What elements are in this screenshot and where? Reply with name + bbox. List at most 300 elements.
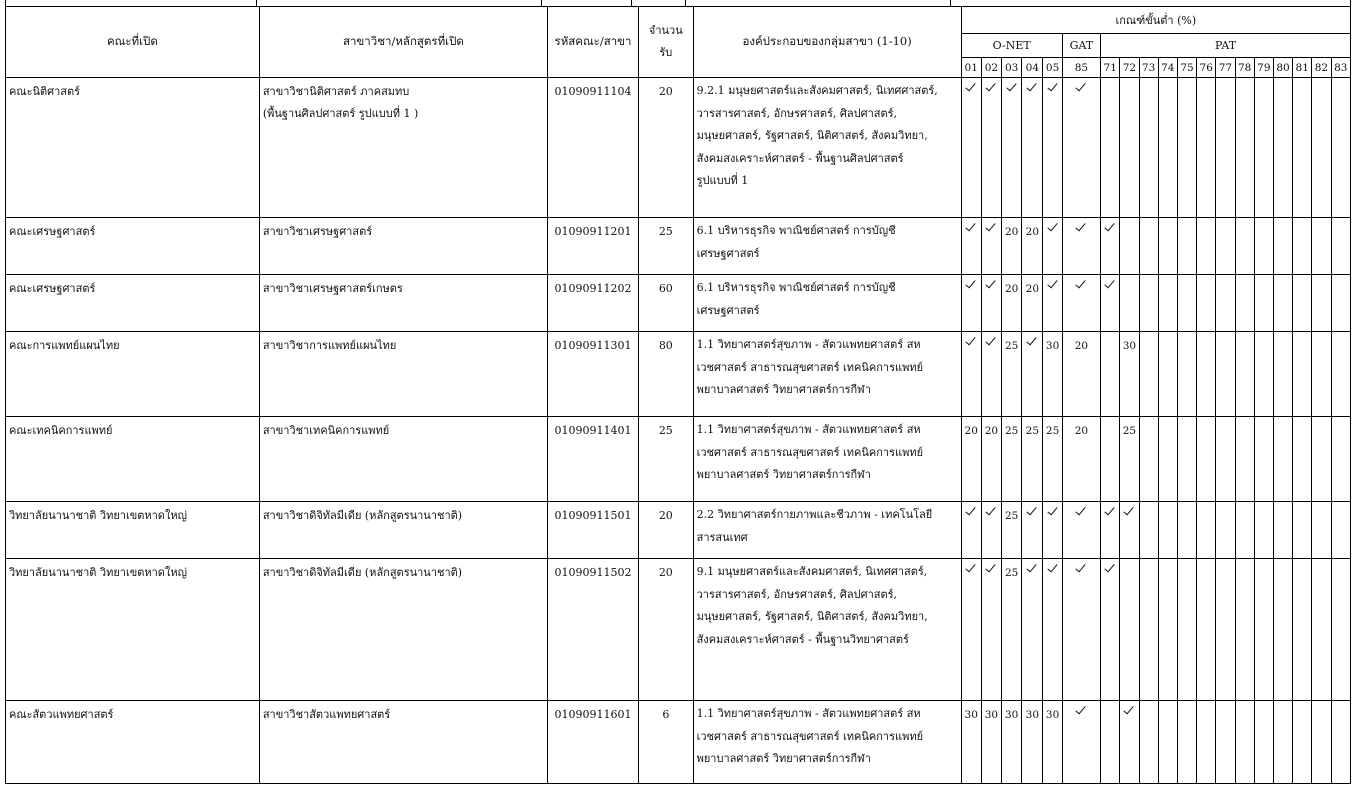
criteria-empty-cell	[1254, 417, 1273, 502]
criteria-check-cell	[1101, 275, 1120, 332]
criteria-empty-cell	[1254, 701, 1273, 784]
criteria-empty-cell	[1139, 332, 1158, 417]
major-cell	[259, 502, 547, 559]
table-row	[6, 275, 1351, 332]
criteria-empty-cell	[1197, 701, 1216, 784]
criteria-check-cell	[961, 78, 981, 218]
code-cell: 01090911401	[548, 417, 639, 502]
header-major: สาขาวิชา/หลักสูตรที่เปิด	[259, 7, 547, 78]
criteria-check-cell	[1101, 218, 1120, 275]
composition-line: สังคมสงเคราะห์ศาสตร์ - พื้นฐานศิลปศาสตร์	[696, 151, 904, 165]
composition-line: 1.1 วิทยาศาสตร์สุขภาพ - สัตวแพทยศาสตร์ สห	[696, 423, 921, 436]
composition-line: สารสนเทศ	[696, 530, 748, 544]
checkmark-icon	[966, 221, 976, 231]
criteria-check-cell	[981, 502, 1001, 559]
criteria-value-cell: 20	[961, 417, 981, 502]
major-cell	[259, 218, 547, 275]
composition-line: 1.1 วิทยาศาสตร์สุขภาพ - สัตวแพทยศาสตร์ สห	[696, 707, 921, 720]
criteria-empty-cell	[1197, 559, 1216, 701]
checkmark-icon	[966, 335, 976, 345]
subcolumn-header: 05	[1043, 58, 1062, 78]
criteria-check-cell	[1062, 559, 1100, 701]
header-composition: องค์ประกอบของกลุ่มสาขา (1-10)	[693, 7, 961, 78]
criteria-value-cell: 20	[1002, 218, 1022, 275]
criteria-value-cell: 30	[1022, 701, 1043, 784]
subcolumn-header: 83	[1331, 58, 1350, 78]
criteria-empty-cell	[1293, 559, 1312, 701]
faculty-cell: คณะสัตวแพทยศาสตร์	[6, 701, 260, 784]
criteria-empty-cell	[1216, 701, 1235, 784]
criteria-empty-cell	[1273, 78, 1292, 218]
header-criteria: เกณฑ์ขั้นต่ำ (%)	[961, 7, 1350, 34]
composition-cell	[693, 218, 961, 275]
criteria-empty-cell	[1273, 701, 1292, 784]
composition-cell	[693, 275, 961, 332]
composition-line: 9.1 มนุษยศาสตร์และสังคมศาสตร์, นิเทศศาสตร์,	[696, 565, 928, 578]
table-row	[6, 78, 1351, 218]
criteria-value-cell: 25	[1002, 332, 1022, 417]
criteria-empty-cell	[1120, 218, 1139, 275]
checkmark-icon	[1124, 505, 1134, 515]
table-row	[6, 218, 1351, 275]
checkmark-icon	[966, 81, 976, 91]
criteria-empty-cell	[1177, 332, 1196, 417]
table-row	[6, 559, 1351, 701]
header-gat: GAT	[1062, 34, 1100, 58]
criteria-empty-cell	[1273, 417, 1292, 502]
composition-line: มนุษยศาสตร์, รัฐศาสตร์, นิติศาสตร์, สังคมวิทยา,	[696, 610, 928, 624]
composition-line: วารสารศาสตร์, อักษรศาสตร์, ศิลปศาสตร์,	[696, 587, 898, 601]
criteria-check-cell	[1043, 559, 1062, 701]
composition-cell	[693, 701, 961, 784]
criteria-check-cell	[961, 502, 981, 559]
criteria-empty-cell	[1254, 559, 1273, 701]
seats-cell: 60	[639, 275, 694, 332]
criteria-check-cell	[1043, 502, 1062, 559]
criteria-empty-cell	[1177, 701, 1196, 784]
checkmark-icon	[986, 335, 996, 345]
criteria-value-cell: 30	[1002, 701, 1022, 784]
criteria-check-cell	[1062, 78, 1100, 218]
criteria-empty-cell	[1331, 417, 1350, 502]
criteria-empty-cell	[1331, 701, 1350, 784]
major-cell	[259, 332, 547, 417]
seats-cell: 20	[639, 502, 694, 559]
composition-line: เวชศาสตร์ สาธารณสุขศาสตร์ เทคนิคการแพทย์	[696, 360, 924, 374]
major-line: สาขาวิชาดิจิทัลมีเดีย (หลักสูตรนานาชาติ)	[262, 566, 463, 579]
criteria-check-cell	[981, 559, 1001, 701]
code-cell: 01090911301	[548, 332, 639, 417]
checkmark-icon	[1124, 704, 1134, 714]
criteria-check-cell	[1022, 502, 1043, 559]
faculty-cell: คณะเศรษฐศาสตร์	[6, 218, 260, 275]
criteria-empty-cell	[1177, 78, 1196, 218]
criteria-empty-cell	[1312, 417, 1331, 502]
criteria-empty-cell	[1139, 275, 1158, 332]
checkmark-icon	[1076, 81, 1086, 91]
criteria-check-cell	[1043, 275, 1062, 332]
checkmark-icon	[1076, 505, 1086, 515]
criteria-empty-cell	[1101, 417, 1120, 502]
table-row	[6, 332, 1351, 417]
criteria-empty-cell	[1235, 701, 1254, 784]
composition-cell	[693, 332, 961, 417]
criteria-check-cell	[981, 275, 1001, 332]
criteria-check-cell	[961, 332, 981, 417]
subcolumn-header: 85	[1062, 58, 1100, 78]
major-cell	[259, 417, 547, 502]
composition-cell	[693, 559, 961, 701]
checkmark-icon	[1076, 704, 1086, 714]
subcolumn-header: 74	[1158, 58, 1177, 78]
subcolumn-header: 73	[1139, 58, 1158, 78]
criteria-check-cell	[1120, 502, 1139, 559]
criteria-value-cell: 30	[981, 701, 1001, 784]
faculty-cell: คณะเทคนิคการแพทย์	[6, 417, 260, 502]
criteria-empty-cell	[1273, 559, 1292, 701]
criteria-value-cell: 20	[1062, 417, 1100, 502]
checkmark-icon	[1007, 81, 1017, 91]
criteria-check-cell	[1101, 559, 1120, 701]
seats-cell: 25	[639, 218, 694, 275]
subcolumn-header: 80	[1273, 58, 1292, 78]
composition-line: 1.1 วิทยาศาสตร์สุขภาพ - สัตวแพทยศาสตร์ สห	[696, 338, 921, 351]
composition-line: เวชศาสตร์ สาธารณสุขศาสตร์ เทคนิคการแพทย์	[696, 445, 924, 459]
major-line: สาขาวิชาสัตวแพทยศาสตร์	[262, 708, 391, 721]
composition-line: สังคมสงเคราะห์ศาสตร์ - พื้นฐานวิทยาศาสตร์	[696, 632, 909, 646]
criteria-check-cell	[1002, 78, 1022, 218]
criteria-check-cell	[981, 218, 1001, 275]
criteria-empty-cell	[1273, 332, 1292, 417]
criteria-value-cell: 20	[981, 417, 1001, 502]
composition-line: เศรษฐศาสตร์	[696, 246, 760, 260]
checkmark-icon	[1027, 81, 1037, 91]
criteria-empty-cell	[1254, 275, 1273, 332]
composition-line: รูปแบบที่ 1	[696, 174, 749, 188]
criteria-empty-cell	[1158, 502, 1177, 559]
composition-line: พยาบาลศาสตร์ วิทยาศาสตร์การกีฬา	[696, 752, 871, 766]
criteria-check-cell	[1101, 502, 1120, 559]
criteria-empty-cell	[1254, 502, 1273, 559]
criteria-empty-cell	[1331, 275, 1350, 332]
seats-cell: 25	[639, 417, 694, 502]
checkmark-icon	[986, 505, 996, 515]
criteria-check-cell	[1043, 218, 1062, 275]
criteria-empty-cell	[1158, 275, 1177, 332]
criteria-empty-cell	[1312, 332, 1331, 417]
header-pat: PAT	[1101, 34, 1351, 58]
seats-cell: 6	[639, 701, 694, 784]
criteria-empty-cell	[1293, 275, 1312, 332]
checkmark-icon	[1048, 278, 1058, 288]
table-body	[6, 78, 1351, 784]
criteria-empty-cell	[1197, 275, 1216, 332]
faculty-cell: คณะนิติศาสตร์	[6, 78, 260, 218]
checkmark-icon	[1076, 278, 1086, 288]
criteria-value-cell: 30	[1120, 332, 1139, 417]
criteria-empty-cell	[1216, 275, 1235, 332]
criteria-value-cell: 20	[1022, 275, 1043, 332]
criteria-empty-cell	[1235, 218, 1254, 275]
criteria-empty-cell	[1197, 78, 1216, 218]
checkmark-icon	[986, 562, 996, 572]
header-faculty: คณะที่เปิด	[6, 7, 260, 78]
major-cell	[259, 701, 547, 784]
criteria-value-cell: 25	[1043, 417, 1062, 502]
criteria-empty-cell	[1273, 218, 1292, 275]
criteria-check-cell	[1022, 78, 1043, 218]
checkmark-icon	[966, 505, 976, 515]
composition-cell	[693, 417, 961, 502]
criteria-empty-cell	[1331, 218, 1350, 275]
major-cell	[259, 78, 547, 218]
composition-line: 6.1 บริหารธุรกิจ พาณิชย์ศาสตร์ การบัญชี	[696, 224, 896, 237]
composition-line: วารสารศาสตร์, อักษรศาสตร์, ศิลปศาสตร์,	[696, 106, 898, 120]
criteria-empty-cell	[1293, 332, 1312, 417]
checkmark-icon	[1027, 562, 1037, 572]
subcolumn-header: 82	[1312, 58, 1331, 78]
table-header	[6, 7, 1351, 78]
criteria-empty-cell	[1158, 417, 1177, 502]
criteria-check-cell	[981, 78, 1001, 218]
criteria-empty-cell	[1197, 417, 1216, 502]
criteria-empty-cell	[1139, 701, 1158, 784]
criteria-empty-cell	[1158, 559, 1177, 701]
faculty-cell: วิทยาลัยนานาชาติ วิทยาเขตหาดใหญ่	[6, 502, 260, 559]
criteria-value-cell: 25	[1120, 417, 1139, 502]
criteria-empty-cell	[1312, 78, 1331, 218]
criteria-empty-cell	[1331, 559, 1350, 701]
criteria-empty-cell	[1312, 559, 1331, 701]
composition-line: 6.1 บริหารธุรกิจ พาณิชย์ศาสตร์ การบัญชี	[696, 281, 896, 294]
subcolumn-header: 04	[1022, 58, 1043, 78]
header-onet: O-NET	[961, 34, 1062, 58]
table-row	[6, 502, 1351, 559]
faculty-cell: วิทยาลัยนานาชาติ วิทยาเขตหาดใหญ่	[6, 559, 260, 701]
checkmark-icon	[1105, 221, 1115, 231]
major-cell	[259, 275, 547, 332]
criteria-empty-cell	[1197, 502, 1216, 559]
major-line: (พื้นฐานศิลปศาสตร์ รูปแบบที่ 1 )	[262, 107, 419, 120]
faculty-cell: คณะการแพทย์แผนไทย	[6, 332, 260, 417]
checkmark-icon	[1027, 505, 1037, 515]
criteria-empty-cell	[1139, 78, 1158, 218]
code-cell: 01090911601	[548, 701, 639, 784]
criteria-value-cell: 30	[1043, 332, 1062, 417]
criteria-empty-cell	[1235, 559, 1254, 701]
checkmark-icon	[1105, 562, 1115, 572]
criteria-value-cell: 20	[1062, 332, 1100, 417]
criteria-empty-cell	[1273, 502, 1292, 559]
criteria-value-cell: 30	[1043, 701, 1062, 784]
composition-line: พยาบาลศาสตร์ วิทยาศาสตร์การกีฬา	[696, 468, 871, 482]
header-seats	[639, 7, 694, 78]
major-line: สาขาวิชาเศรษฐศาสตร์	[262, 225, 373, 238]
composition-cell	[693, 78, 961, 218]
subcolumn-header: 75	[1177, 58, 1196, 78]
criteria-empty-cell	[1120, 275, 1139, 332]
criteria-value-cell: 20	[1002, 275, 1022, 332]
admission-criteria-table	[5, 6, 1351, 784]
criteria-empty-cell	[1120, 78, 1139, 218]
criteria-check-cell	[1022, 559, 1043, 701]
code-cell: 01090911104	[548, 78, 639, 218]
criteria-empty-cell	[1293, 502, 1312, 559]
criteria-empty-cell	[1139, 218, 1158, 275]
composition-line: 9.2.1 มนุษยศาสตร์และสังคมศาสตร์, นิเทศศาสตร์,	[696, 84, 938, 97]
criteria-empty-cell	[1235, 332, 1254, 417]
criteria-empty-cell	[1312, 502, 1331, 559]
criteria-empty-cell	[1235, 502, 1254, 559]
criteria-check-cell	[961, 275, 981, 332]
subcolumn-header: 71	[1101, 58, 1120, 78]
subcolumn-header: 03	[1002, 58, 1022, 78]
seats-cell: 20	[639, 559, 694, 701]
criteria-value-cell: 25	[1002, 559, 1022, 701]
table-row	[6, 701, 1351, 784]
major-line: สาขาวิชาเศรษฐศาสตร์เกษตร	[262, 282, 403, 295]
subcolumn-header: 76	[1197, 58, 1216, 78]
criteria-empty-cell	[1177, 502, 1196, 559]
subcolumn-header: 72	[1120, 58, 1139, 78]
criteria-empty-cell	[1331, 78, 1350, 218]
criteria-empty-cell	[1293, 78, 1312, 218]
code-cell: 01090911201	[548, 218, 639, 275]
criteria-value-cell: 30	[961, 701, 981, 784]
criteria-value-cell: 25	[1002, 502, 1022, 559]
criteria-empty-cell	[1235, 275, 1254, 332]
criteria-empty-cell	[1158, 701, 1177, 784]
checkmark-icon	[1048, 562, 1058, 572]
major-cell	[259, 559, 547, 701]
criteria-check-cell	[1120, 701, 1139, 784]
header-seats-line1: จำนวน	[648, 24, 683, 37]
checkmark-icon	[1027, 335, 1037, 345]
criteria-check-cell	[1062, 701, 1100, 784]
criteria-empty-cell	[1216, 417, 1235, 502]
criteria-empty-cell	[1312, 218, 1331, 275]
criteria-empty-cell	[1139, 502, 1158, 559]
criteria-empty-cell	[1254, 332, 1273, 417]
criteria-empty-cell	[1177, 218, 1196, 275]
checkmark-icon	[966, 278, 976, 288]
criteria-empty-cell	[1331, 502, 1350, 559]
composition-line: 2.2 วิทยาศาสตร์กายภาพและชีวภาพ - เทคโนโลยี	[696, 508, 933, 521]
criteria-empty-cell	[1293, 218, 1312, 275]
major-line: สาขาวิชาการแพทย์แผนไทย	[262, 339, 397, 352]
checkmark-icon	[966, 562, 976, 572]
major-line: สาขาวิชานิติศาสตร์ ภาคสมทบ	[262, 85, 410, 98]
checkmark-icon	[986, 221, 996, 231]
code-cell: 01090911202	[548, 275, 639, 332]
criteria-empty-cell	[1216, 502, 1235, 559]
checkmark-icon	[986, 81, 996, 91]
composition-cell	[693, 502, 961, 559]
criteria-check-cell	[1062, 275, 1100, 332]
criteria-empty-cell	[1158, 218, 1177, 275]
checkmark-icon	[1048, 221, 1058, 231]
header-code: รหัสคณะ/สาขา	[548, 7, 639, 78]
criteria-empty-cell	[1101, 701, 1120, 784]
header-seats-line2: รับ	[659, 46, 673, 59]
faculty-cell: คณะเศรษฐศาสตร์	[6, 275, 260, 332]
criteria-check-cell	[1043, 78, 1062, 218]
criteria-check-cell	[961, 218, 981, 275]
subcolumn-header: 01	[961, 58, 981, 78]
criteria-check-cell	[1022, 332, 1043, 417]
criteria-empty-cell	[1139, 559, 1158, 701]
major-line: สาขาวิชาเทคนิคการแพทย์	[262, 424, 390, 437]
composition-line: พยาบาลศาสตร์ วิทยาศาสตร์การกีฬา	[696, 383, 871, 397]
code-cell: 01090911502	[548, 559, 639, 701]
seats-cell: 20	[639, 78, 694, 218]
checkmark-icon	[1105, 278, 1115, 288]
subcolumn-header: 79	[1254, 58, 1273, 78]
criteria-empty-cell	[1331, 332, 1350, 417]
criteria-empty-cell	[1197, 218, 1216, 275]
criteria-empty-cell	[1216, 559, 1235, 701]
criteria-check-cell	[981, 332, 1001, 417]
criteria-empty-cell	[1158, 332, 1177, 417]
subcolumn-header: 78	[1235, 58, 1254, 78]
criteria-empty-cell	[1177, 417, 1196, 502]
criteria-value-cell: 25	[1002, 417, 1022, 502]
criteria-empty-cell	[1312, 275, 1331, 332]
composition-line: มนุษยศาสตร์, รัฐศาสตร์, นิติศาสตร์, สังคมวิทยา,	[696, 129, 928, 143]
table-row	[6, 417, 1351, 502]
criteria-empty-cell	[1101, 332, 1120, 417]
criteria-empty-cell	[1216, 218, 1235, 275]
criteria-check-cell	[1062, 218, 1100, 275]
composition-line: เศรษฐศาสตร์	[696, 303, 760, 317]
criteria-empty-cell	[1312, 701, 1331, 784]
criteria-empty-cell	[1197, 332, 1216, 417]
seats-cell: 80	[639, 332, 694, 417]
criteria-check-cell	[1062, 502, 1100, 559]
criteria-check-cell	[961, 559, 981, 701]
criteria-empty-cell	[1235, 417, 1254, 502]
checkmark-icon	[1076, 221, 1086, 231]
code-cell: 01090911501	[548, 502, 639, 559]
criteria-value-cell: 25	[1022, 417, 1043, 502]
criteria-empty-cell	[1254, 78, 1273, 218]
criteria-empty-cell	[1177, 559, 1196, 701]
composition-line: เวชศาสตร์ สาธารณสุขศาสตร์ เทคนิคการแพทย์	[696, 729, 924, 743]
subcolumn-header: 02	[981, 58, 1001, 78]
checkmark-icon	[1048, 81, 1058, 91]
criteria-empty-cell	[1216, 78, 1235, 218]
checkmark-icon	[1048, 505, 1058, 515]
checkmark-icon	[1105, 505, 1115, 515]
criteria-empty-cell	[1293, 701, 1312, 784]
criteria-empty-cell	[1158, 78, 1177, 218]
criteria-empty-cell	[1216, 332, 1235, 417]
checkmark-icon	[986, 278, 996, 288]
criteria-empty-cell	[1293, 417, 1312, 502]
criteria-empty-cell	[1235, 78, 1254, 218]
criteria-empty-cell	[1254, 218, 1273, 275]
subcolumn-header: 77	[1216, 58, 1235, 78]
criteria-value-cell: 20	[1022, 218, 1043, 275]
checkmark-icon	[1076, 562, 1086, 572]
major-line: สาขาวิชาดิจิทัลมีเดีย (หลักสูตรนานาชาติ)	[262, 509, 463, 522]
subcolumn-header: 81	[1293, 58, 1312, 78]
criteria-empty-cell	[1120, 559, 1139, 701]
criteria-empty-cell	[1273, 275, 1292, 332]
criteria-empty-cell	[1177, 275, 1196, 332]
criteria-empty-cell	[1101, 78, 1120, 218]
criteria-empty-cell	[1139, 417, 1158, 502]
